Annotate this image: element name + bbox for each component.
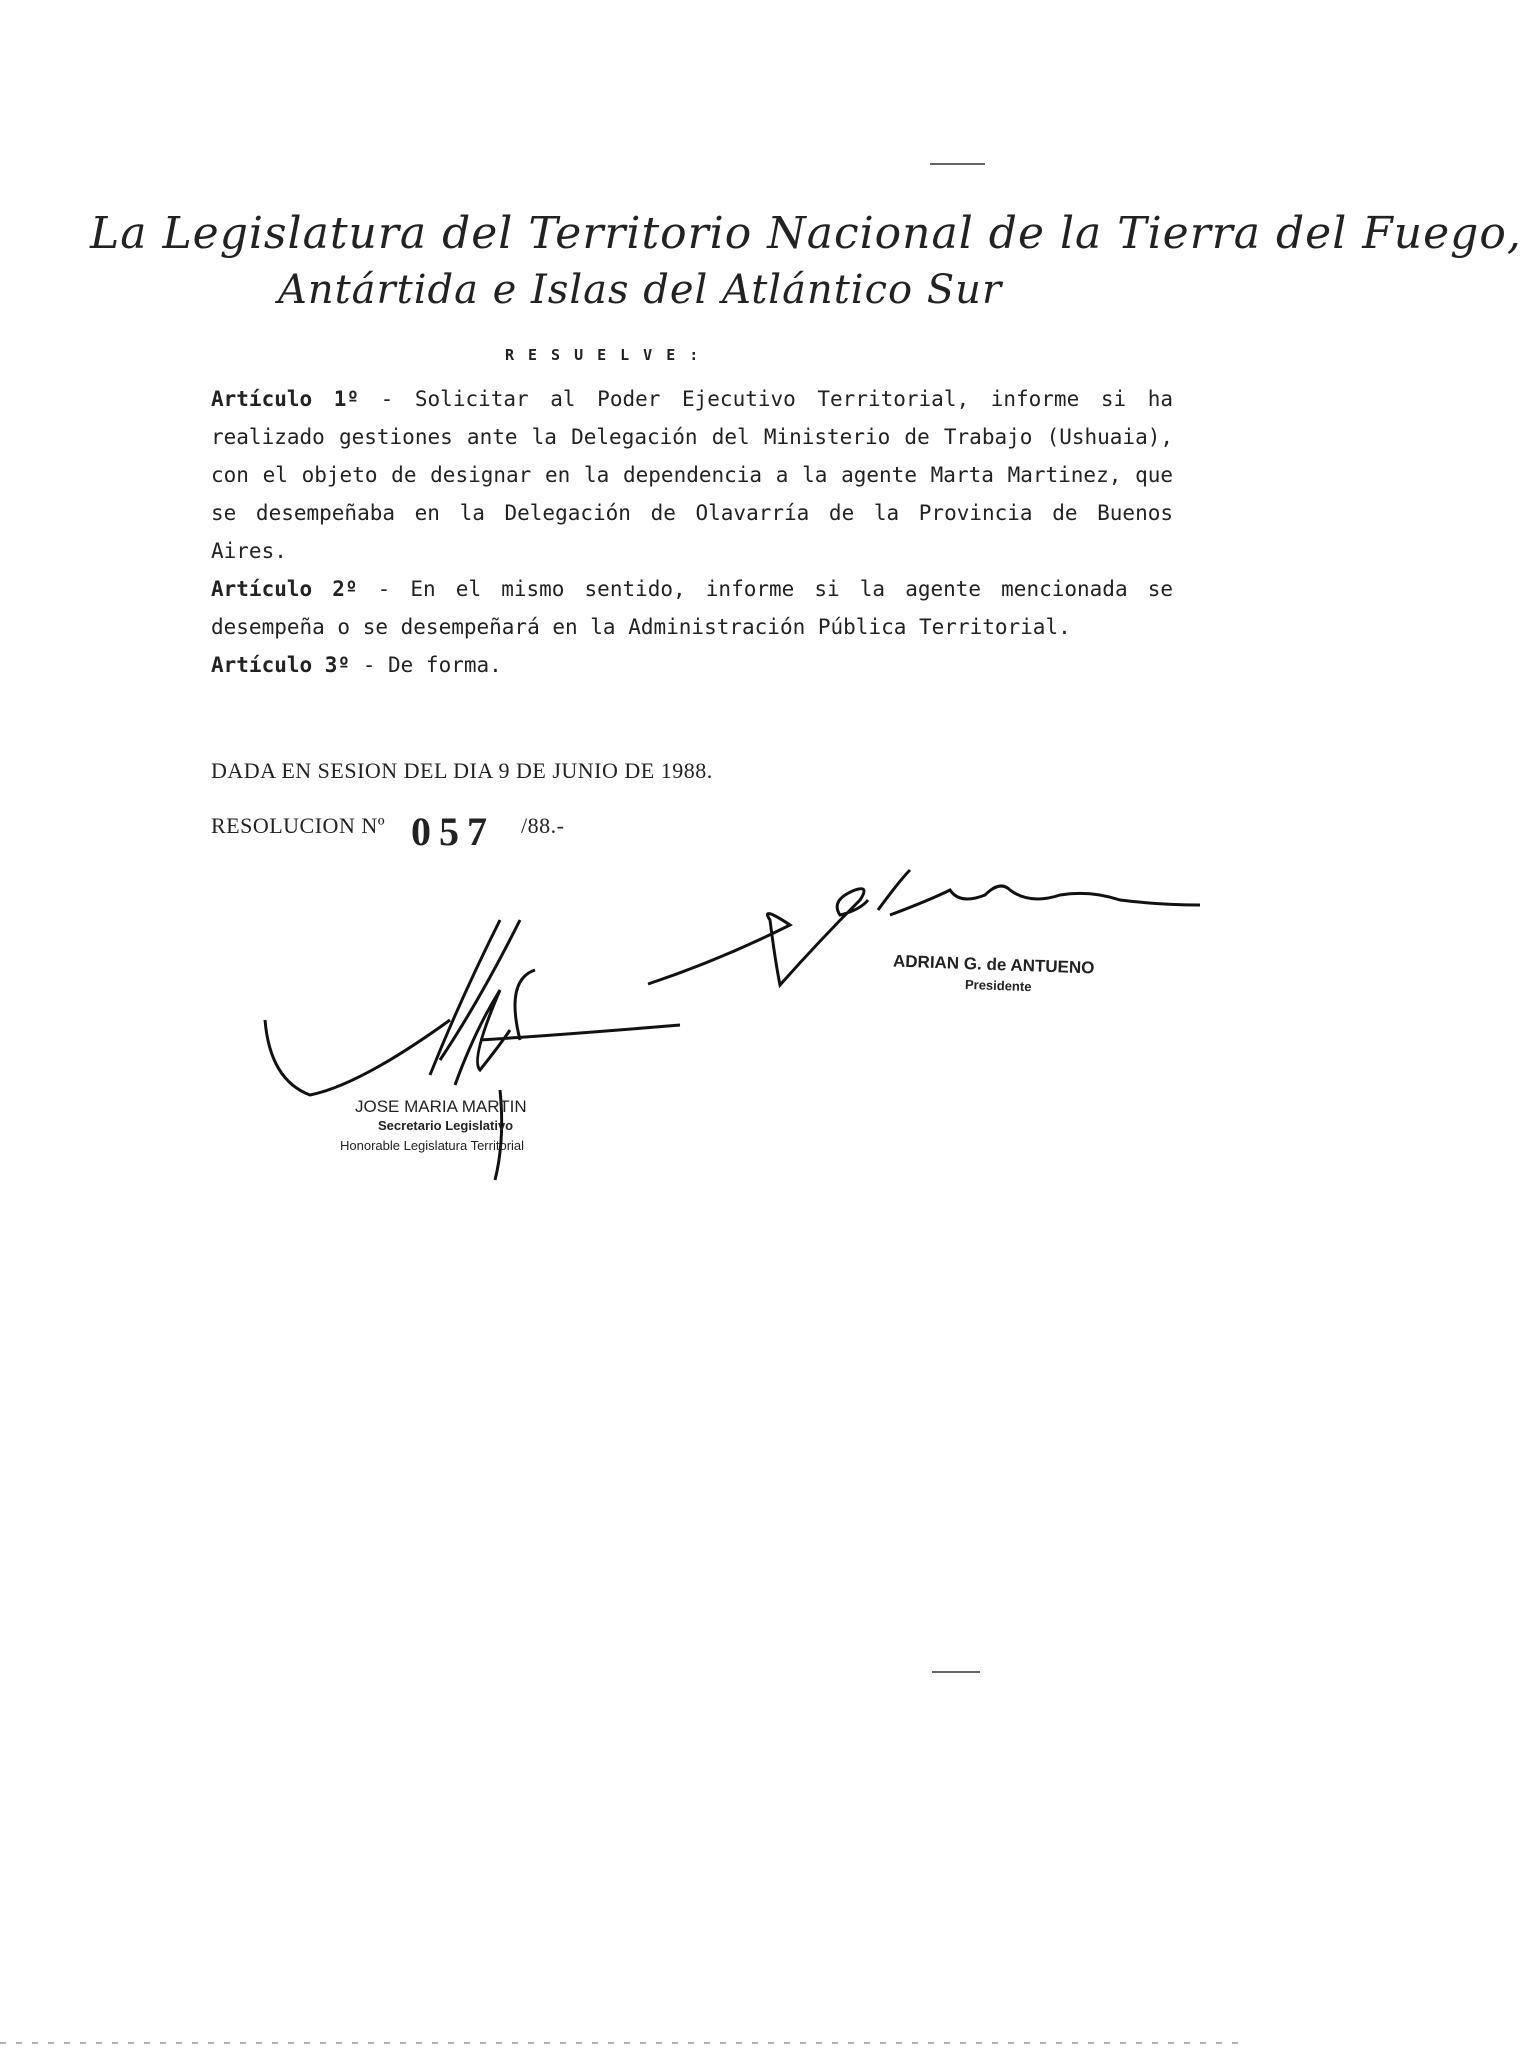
- resuelve-heading: RESUELVE:: [505, 346, 713, 364]
- presidente-name: ADRIAN G. de ANTUENO: [892, 951, 1095, 978]
- letterhead-line-1: La Legislatura del Territorio Nacional de la Tierra del Fuego,: [90, 208, 1522, 259]
- resolution-year: /88.-: [521, 813, 565, 838]
- article-1-label: Artículo 1º: [211, 387, 360, 411]
- article-3-text: - De forma.: [350, 653, 502, 677]
- session-date: DADA EN SESION DEL DIA 9 DE JUNIO DE 1988.: [211, 758, 713, 783]
- article-2-label: Artículo 2º: [211, 577, 358, 601]
- secretario-name: JOSE MARIA MARTIN: [355, 1097, 527, 1116]
- secretario-org: Honorable Legislatura Territorial: [340, 1138, 525, 1153]
- letterhead-line-2: Antártida e Islas del Atlántico Sur: [277, 267, 1003, 313]
- article-2-text: - En el mismo sentido, informe si la agente mencionada se desempeña o se desempeñará en la Administración Pública Territorial.: [211, 577, 1173, 639]
- resolution-number: 057: [411, 809, 496, 854]
- secretario-role: Secretario Legislativo: [378, 1118, 514, 1133]
- presidente-role: Presidente: [964, 976, 1032, 995]
- article-3-label: Artículo 3º: [211, 653, 351, 677]
- resolution-prefix: RESOLUCION Nº: [211, 813, 386, 838]
- article-1-text: - Solicitar al Poder Ejecutivo Territorial, informe si ha realizado gestiones ante la Delegación del Ministerio de Trabajo (Ushuaia), con el objeto de designar en la dependencia a la agente Marta Martinez, que se desempeñaba en la Delegación de Olavarría de la Provincia de Buenos Aires.: [211, 387, 1173, 563]
